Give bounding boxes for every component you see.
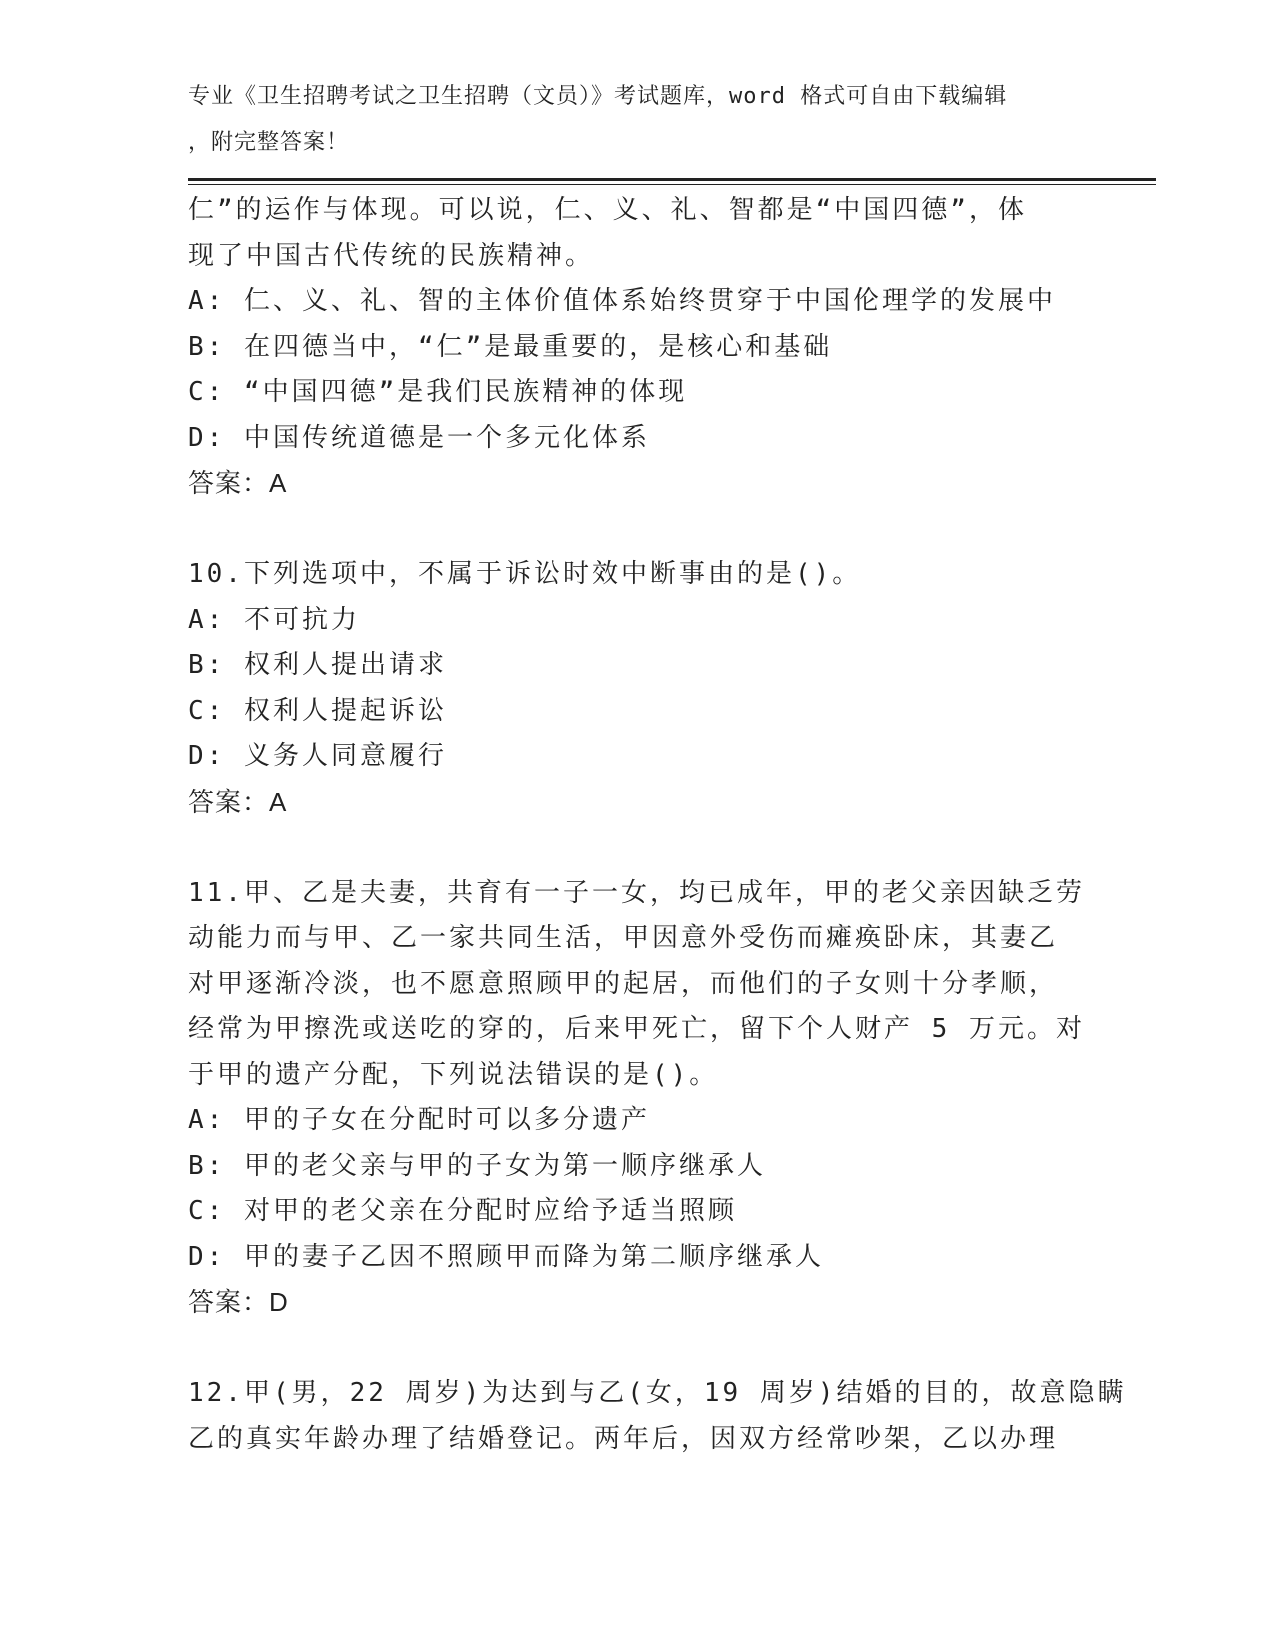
question-9 <box>188 188 1088 507</box>
question-stem-line: 动能力而与甲、乙一家共同生活，甲因意外受伤而瘫痪卧床，其妻乙 <box>188 923 1059 953</box>
option-a: A: 甲的子女在分配时可以多分遗产 <box>188 1105 650 1135</box>
question-stem-line: 对甲逐渐冷淡，也不愿意照顾甲的起居，而他们的子女则十分孝顺， <box>188 968 1059 999</box>
question-stem-line: 11.甲、乙是夫妻，共育有一子一女，均已成年，甲的老父亲因缺乏劳 <box>188 877 1085 908</box>
question-11 <box>188 871 1088 1326</box>
question-stem-line: 10.下列选项中，不属于诉讼时效中断事由的是()。 <box>188 559 862 589</box>
question-12 <box>188 1371 1127 1462</box>
option-c: C: 对甲的老父亲在分配时应给予适当照顾 <box>188 1196 737 1226</box>
question-stem-line: 于甲的遗产分配，下列说法错误的是()。 <box>188 1059 719 1090</box>
spacer <box>188 507 1088 553</box>
question-stem-line: 乙的真实年龄办理了结婚登记。两年后，因双方经常吵架，乙以办理 <box>188 1423 1059 1454</box>
spacer <box>188 1326 1088 1372</box>
question-stem-line: 经常为甲擦洗或送吃的穿的，后来甲死亡，留下个人财产 5 万元。对 <box>188 1014 1085 1044</box>
option-a: A: 仁、义、礼、智的主体价值体系始终贯穿于中国伦理学的发展中 <box>188 286 1056 316</box>
option-c: C: 权利人提起诉讼 <box>188 695 447 726</box>
question-stem-line: 12.甲(男，22 周岁)为达到与乙(女，19 周岁)结婚的目的，故意隐瞒 <box>188 1378 1127 1408</box>
answer-line: 答案：D <box>188 1287 289 1317</box>
option-d: D: 甲的妻子乙因不照顾甲而降为第二顺序继承人 <box>188 1241 824 1272</box>
question-stem-line: 现了中国古代传统的民族精神。 <box>188 240 595 271</box>
header-rule-thin <box>188 184 1156 185</box>
header-line-1: 专业《卫生招聘考试之卫生招聘（文员）》考试题库，word 格式可自由下载编辑 <box>188 84 1008 109</box>
answer-line: 答案：A <box>188 786 288 817</box>
header-rule-thick <box>188 178 1156 181</box>
question-stem-line: 仁”的运作与体现。可以说，仁、义、礼、智都是“中国四德”，体 <box>188 195 1027 225</box>
question-10 <box>188 552 1088 825</box>
option-b: B: 甲的老父亲与甲的子女为第一顺序继承人 <box>188 1150 766 1181</box>
option-d: D: 义务人同意履行 <box>188 741 447 771</box>
option-d: D: 中国传统道德是一个多元化体系 <box>188 422 650 453</box>
spacer <box>188 825 1088 871</box>
page-header <box>188 74 1068 165</box>
option-b: B: 权利人提出请求 <box>188 650 447 680</box>
header-line-2: ，附完整答案！ <box>188 129 350 155</box>
answer-line: 答案：A <box>188 468 288 498</box>
option-b: B: 在四德当中，“仁”是最重要的，是核心和基础 <box>188 331 833 362</box>
question-content <box>188 188 1127 1462</box>
option-a: A: 不可抗力 <box>188 604 360 635</box>
option-c: C: “中国四德”是我们民族精神的体现 <box>188 377 688 407</box>
